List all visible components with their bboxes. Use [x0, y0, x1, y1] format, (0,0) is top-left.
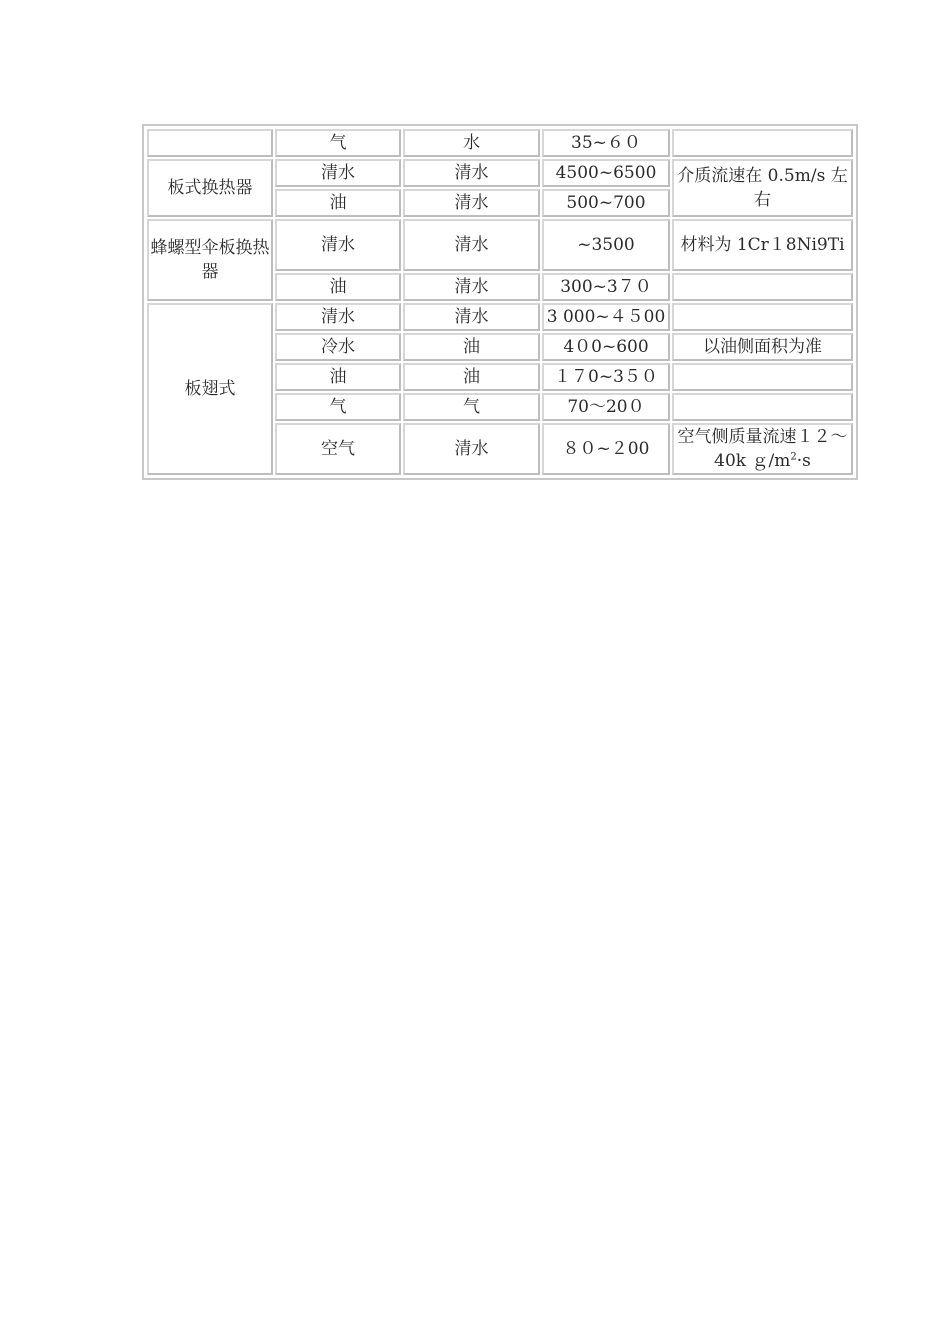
k-value-cell: 3 000~４５00 — [542, 303, 670, 331]
hot-fluid-cell: 油 — [275, 273, 401, 301]
table-row — [147, 219, 853, 271]
cold-fluid-cell: 清水 — [403, 159, 540, 187]
hot-fluid-cell: 空气 — [275, 423, 401, 475]
type-cell: 板翅式 — [147, 303, 273, 475]
table-row — [147, 129, 853, 157]
data-table-container — [142, 124, 858, 480]
k-value-cell: 4500~6500 — [542, 159, 670, 187]
cold-fluid-cell: 气 — [403, 393, 540, 421]
hot-fluid-cell: 冷水 — [275, 333, 401, 361]
k-value-cell: 500~700 — [542, 189, 670, 217]
cold-fluid-cell: 油 — [403, 363, 540, 391]
table-row — [147, 303, 853, 331]
cold-fluid-cell: 油 — [403, 333, 540, 361]
note-cell — [672, 393, 853, 421]
heat-exchanger-table — [145, 127, 855, 477]
note-cell — [672, 129, 853, 157]
k-value-cell: 70～20０ — [542, 393, 670, 421]
hot-fluid-cell: 气 — [275, 129, 401, 157]
cold-fluid-cell: 清水 — [403, 219, 540, 271]
table-row — [147, 159, 853, 187]
k-value-cell: 35~６０ — [542, 129, 670, 157]
k-value-cell: ８０~２00 — [542, 423, 670, 475]
note-cell — [672, 423, 853, 475]
note-cell — [672, 273, 853, 301]
type-cell — [147, 129, 273, 157]
type-cell: 蜂螺型伞板换热器 — [147, 219, 273, 301]
hot-fluid-cell: 清水 — [275, 159, 401, 187]
cold-fluid-cell: 水 — [403, 129, 540, 157]
hot-fluid-cell: 清水 — [275, 219, 401, 271]
hot-fluid-cell: 清水 — [275, 303, 401, 331]
hot-fluid-cell: 油 — [275, 363, 401, 391]
hot-fluid-cell: 气 — [275, 393, 401, 421]
note-cell: 材料为 1Cr１8Ni9Ti — [672, 219, 853, 271]
cold-fluid-cell: 清水 — [403, 423, 540, 475]
note-cell — [672, 363, 853, 391]
cold-fluid-cell: 清水 — [403, 189, 540, 217]
type-cell: 板式换热器 — [147, 159, 273, 217]
k-value-cell: 4０0~600 — [542, 333, 670, 361]
note-cell: 介质流速在 0.5m/s 左右 — [672, 159, 853, 217]
note-cell — [672, 303, 853, 331]
note-text-suffix: ·s — [796, 451, 811, 471]
note-superscript: 2 — [790, 451, 797, 463]
cold-fluid-cell: 清水 — [403, 273, 540, 301]
k-value-cell: 300~3７０ — [542, 273, 670, 301]
note-text: 空气侧质量流速１２～40k ｇ/m — [677, 427, 848, 471]
cold-fluid-cell: 清水 — [403, 303, 540, 331]
k-value-cell: ~3500 — [542, 219, 670, 271]
k-value-cell: １７0~3５０ — [542, 363, 670, 391]
note-cell: 以油侧面积为准 — [672, 333, 853, 361]
hot-fluid-cell: 油 — [275, 189, 401, 217]
